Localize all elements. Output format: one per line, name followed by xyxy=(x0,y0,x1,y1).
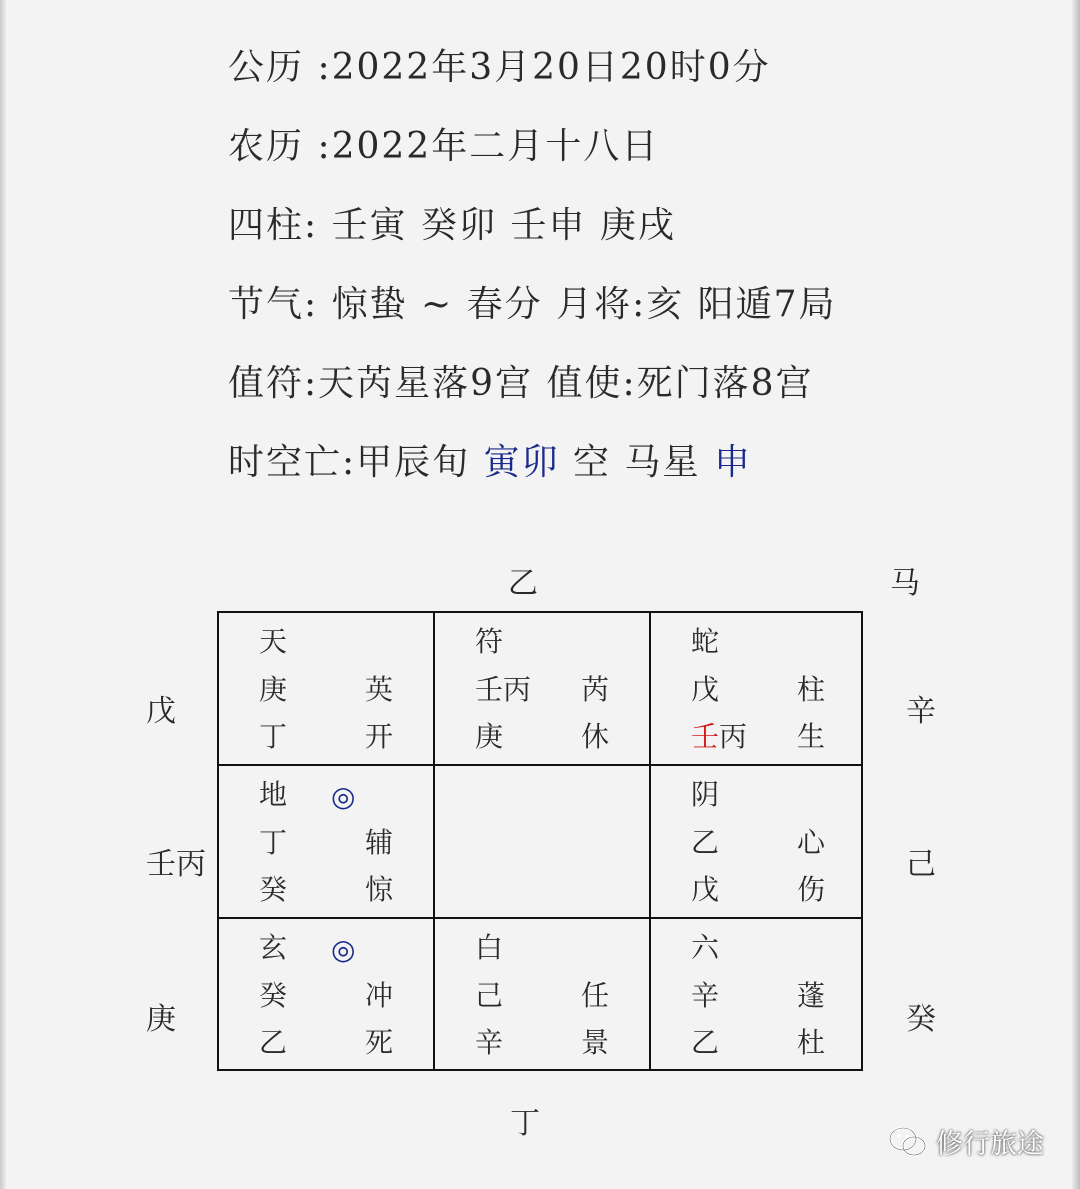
palace-earth-stem: 乙 xyxy=(691,1026,720,1059)
palace-god: 玄 xyxy=(259,931,288,964)
palace-heaven-stem: 庚 xyxy=(259,673,288,706)
void-prefix: 时空亡:甲辰旬 xyxy=(228,442,484,483)
four-pillars-line: 四柱: 壬寅 癸卯 壬申 庚戌 xyxy=(228,205,676,246)
palace-earth-stem-rest: 丙 xyxy=(719,720,748,753)
watermark-text: 修行旅途 xyxy=(936,1129,1044,1160)
palace-earth-stem: 丁 xyxy=(259,720,288,753)
palace-god: 天 xyxy=(259,625,288,658)
palace-door: 景 xyxy=(581,1026,610,1059)
palace-god: 六 xyxy=(691,931,720,964)
solar-date-line: 公历 :2022年3月20日20时0分 xyxy=(228,47,771,88)
lunar-date-line: 农历 :2022年二月十八日 xyxy=(228,126,660,167)
palace-earth-stem: 癸 xyxy=(259,873,288,906)
outer-right-bottom-stem: 癸 xyxy=(906,1002,936,1037)
palace-earth-stem: 辛 xyxy=(475,1026,504,1059)
palace-earth-stem-red: 壬 xyxy=(691,720,720,753)
palace-door: 杜 xyxy=(797,1026,826,1059)
palace-star: 柱 xyxy=(797,673,826,706)
palace-heaven-stem: 癸 xyxy=(259,979,288,1012)
palace-door: 惊 xyxy=(365,873,394,906)
frame-right-edge xyxy=(1072,0,1080,1189)
palace-star: 芮 xyxy=(581,673,610,706)
palace-earth-stem: 戊 xyxy=(691,873,720,906)
palace-door: 死 xyxy=(365,1026,394,1059)
palace-star: 蓬 xyxy=(797,979,826,1012)
void-branches: 寅卯 xyxy=(483,442,560,483)
void-label: 空 马星 xyxy=(559,442,714,483)
palace-earth-stem: 乙 xyxy=(259,1026,288,1059)
palace-god: 蛇 xyxy=(691,625,720,658)
palace-heaven-stem: 辛 xyxy=(691,979,720,1012)
palace-5-center xyxy=(435,766,651,919)
palace-god: 符 xyxy=(475,625,504,658)
palace-heaven-stem: 乙 xyxy=(691,826,720,859)
palace-earth-stem xyxy=(691,720,747,754)
palace-heaven-stem: 戊 xyxy=(691,673,720,706)
void-line xyxy=(228,441,752,485)
palace-star: 辅 xyxy=(365,826,394,859)
palace-star: 心 xyxy=(797,826,826,859)
palace-3 xyxy=(651,613,861,766)
palace-star: 任 xyxy=(581,979,610,1012)
solar-term-line: 节气: 惊蛰 ~ 春分 月将:亥 阳遁7局 xyxy=(228,284,837,325)
palace-6 xyxy=(651,766,861,919)
palace-heaven-stem: 己 xyxy=(475,979,504,1012)
palace-god: 阴 xyxy=(691,778,720,811)
horse-star-value: 申 xyxy=(713,442,752,483)
palace-9 xyxy=(651,919,861,1069)
outer-right-top-stem: 辛 xyxy=(906,694,936,729)
palace-door: 开 xyxy=(365,720,394,753)
palace-4 xyxy=(219,766,435,919)
double-circle-icon: ◎ xyxy=(331,780,356,813)
outer-horse-mark: 马 xyxy=(890,566,920,601)
outer-left-top-stem: 戊 xyxy=(146,694,176,729)
palace-8 xyxy=(435,919,651,1069)
palace-star: 冲 xyxy=(365,979,394,1012)
outer-left-mid-stem: 壬丙 xyxy=(146,847,206,882)
palace-2 xyxy=(435,613,651,766)
duty-line: 值符:天芮星落9宫 值使:死门落8宫 xyxy=(228,363,814,404)
outer-right-mid-stem: 己 xyxy=(906,847,936,882)
outer-bottom-stem: 丁 xyxy=(510,1106,540,1141)
palace-heaven-stem: 壬丙 xyxy=(475,673,532,706)
palace-1 xyxy=(219,613,435,766)
frame-left-edge xyxy=(0,0,6,1189)
double-circle-icon: ◎ xyxy=(331,933,356,966)
palace-star: 英 xyxy=(365,673,394,706)
palace-god: 白 xyxy=(475,931,504,964)
watermark xyxy=(888,1122,1044,1161)
palace-heaven-stem: 丁 xyxy=(259,826,288,859)
outer-left-bottom-stem: 庚 xyxy=(146,1002,176,1037)
outer-top-stem: 乙 xyxy=(508,566,538,601)
palace-god: 地 xyxy=(259,778,288,811)
palace-door: 生 xyxy=(797,720,826,753)
palace-earth-stem: 庚 xyxy=(475,720,504,753)
palace-7 xyxy=(219,919,435,1069)
nine-palace-grid xyxy=(217,611,863,1071)
palace-door: 伤 xyxy=(797,873,826,906)
palace-door: 休 xyxy=(581,720,610,753)
wechat-icon xyxy=(888,1125,928,1159)
